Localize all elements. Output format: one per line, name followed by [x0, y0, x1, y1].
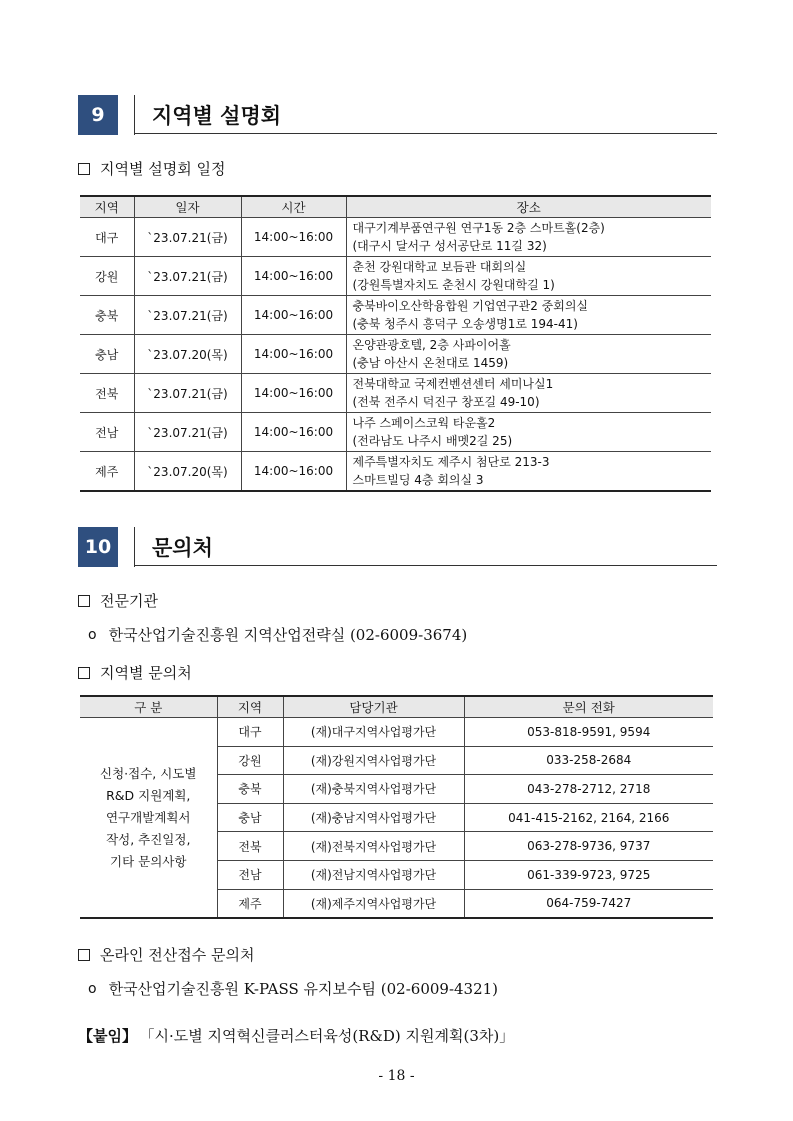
section-underline — [134, 133, 717, 134]
cell-organization: (재)전남지역사업평가단 — [283, 860, 464, 889]
bullet-text: 한국산업기술진흥원 지역산업전략실 (02-6009-3674) — [108, 626, 468, 644]
place-line-2: (전라남도 나주시 배멧2길 25) — [352, 434, 513, 448]
cell-time: 14:00~16:00 — [241, 218, 346, 257]
table-row — [80, 452, 711, 492]
place-line-2: (강원특별자치도 춘천시 강원대학길 1) — [352, 278, 555, 292]
place-line-2: (충남 아산시 온천대로 1459) — [352, 356, 509, 370]
section-number-box: 9 — [78, 95, 118, 135]
table-row — [80, 413, 711, 452]
cell-organization: (재)제주지역사업평가단 — [283, 889, 464, 918]
subheading-regional-contacts — [78, 662, 192, 683]
category-line: 신청·접수, 시도별 — [100, 765, 197, 781]
cell-place — [346, 374, 711, 413]
cell-region: 전북 — [217, 832, 283, 861]
cell-phone: 033-258-2684 — [464, 746, 713, 775]
table-row — [80, 296, 711, 335]
cell-region: 전북 — [80, 374, 134, 413]
place-line-1: 온양관광호텔, 2층 사파이어홀 — [352, 338, 511, 352]
cell-region: 제주 — [217, 889, 283, 918]
place-line-2: (전북 전주시 덕진구 창포길 49-10) — [352, 395, 540, 409]
cell-region: 강원 — [217, 746, 283, 775]
section-10-header — [78, 527, 717, 567]
place-line-1: 나주 스페이스코웍 타운홀2 — [352, 416, 496, 430]
place-line-2: (대구시 달서구 성서공단로 11길 32) — [352, 239, 547, 253]
cell-region: 충북 — [217, 775, 283, 804]
place-line-2: 스마트빌딩 4층 회의실 3 — [352, 473, 484, 487]
place-line-1: 전북대학교 국제컨벤션센터 세미나실1 — [352, 377, 554, 391]
bullet-agency — [88, 624, 467, 645]
cell-region: 전남 — [80, 413, 134, 452]
cell-organization: (재)충북지역사업평가단 — [283, 775, 464, 804]
subheading-schedule — [78, 158, 225, 179]
cell-organization: (재)대구지역사업평가단 — [283, 718, 464, 747]
cell-region: 충남 — [217, 803, 283, 832]
section-title: 문의처 — [152, 536, 213, 560]
checkbox-square-icon — [78, 163, 90, 175]
table-row — [80, 718, 713, 747]
cell-date: `23.07.21(금) — [134, 257, 241, 296]
attachment-note — [78, 1025, 514, 1046]
cell-time: 14:00~16:00 — [241, 296, 346, 335]
subheading-agency — [78, 590, 158, 611]
header-place: 장소 — [346, 196, 711, 218]
cell-place — [346, 413, 711, 452]
section-divider — [134, 95, 135, 135]
subheading-online-contact — [78, 944, 254, 965]
section-underline — [134, 565, 717, 566]
cell-time: 14:00~16:00 — [241, 413, 346, 452]
cell-date: `23.07.21(금) — [134, 413, 241, 452]
page-number: - 18 - — [378, 1068, 415, 1084]
header-organization: 담당기관 — [283, 696, 464, 718]
cell-date: `23.07.21(금) — [134, 296, 241, 335]
cell-region: 대구 — [80, 218, 134, 257]
cell-organization: (재)강원지역사업평가단 — [283, 746, 464, 775]
cell-organization: (재)충남지역사업평가단 — [283, 803, 464, 832]
cell-region: 제주 — [80, 452, 134, 492]
cell-organization: (재)전북지역사업평가단 — [283, 832, 464, 861]
schedule-table — [80, 195, 711, 492]
section-title: 지역별 설명회 — [152, 104, 282, 128]
cell-phone: 043-278-2712, 2718 — [464, 775, 713, 804]
cell-region: 충북 — [80, 296, 134, 335]
header-date: 일자 — [134, 196, 241, 218]
cell-place — [346, 335, 711, 374]
header-category: 구 분 — [80, 696, 217, 718]
cell-date: `23.07.21(금) — [134, 374, 241, 413]
category-line: 기타 문의사항 — [110, 853, 187, 869]
subheading-text: 지역별 설명회 일정 — [100, 160, 226, 178]
table-row — [80, 218, 711, 257]
table-header-row — [80, 696, 713, 718]
table-row — [80, 257, 711, 296]
cell-place — [346, 296, 711, 335]
category-line: R&D 지원계획, — [106, 787, 191, 803]
cell-region: 강원 — [80, 257, 134, 296]
checkbox-square-icon — [78, 949, 90, 961]
subheading-text: 온라인 전산접수 문의처 — [100, 946, 255, 964]
cell-time: 14:00~16:00 — [241, 335, 346, 374]
bullet-circle-icon: o — [88, 980, 97, 997]
header-time: 시간 — [241, 196, 346, 218]
category-line: 작성, 추진일정, — [106, 831, 191, 847]
cell-place — [346, 218, 711, 257]
cell-time: 14:00~16:00 — [241, 257, 346, 296]
cell-time: 14:00~16:00 — [241, 374, 346, 413]
attachment-text: 「시·도별 지역혁신클러스터육성(R&D) 지원계획(3차)」 — [146, 1027, 515, 1045]
place-line-2: (충북 청주시 흥덕구 오송생명1로 194-41) — [352, 317, 578, 331]
cell-phone: 061-339-9723, 9725 — [464, 860, 713, 889]
cell-place — [346, 257, 711, 296]
header-region: 지역 — [80, 196, 134, 218]
cell-date: `23.07.20(목) — [134, 335, 241, 374]
place-line-1: 춘천 강원대학교 보듬관 대회의실 — [352, 260, 527, 274]
place-line-1: 충북바이오산학융합원 기업연구관2 중회의실 — [352, 299, 589, 313]
cell-date: `23.07.20(목) — [134, 452, 241, 492]
section-divider — [134, 527, 135, 567]
subheading-text: 전문기관 — [100, 592, 158, 610]
contact-table — [80, 695, 713, 919]
bullet-online-contact — [88, 978, 498, 999]
bullet-circle-icon: o — [88, 626, 97, 643]
cell-place — [346, 452, 711, 492]
cell-phone: 041-415-2162, 2164, 2166 — [464, 803, 713, 832]
checkbox-square-icon — [78, 595, 90, 607]
section-number-box: 10 — [78, 527, 118, 567]
cell-date: `23.07.21(금) — [134, 218, 241, 257]
table-row — [80, 374, 711, 413]
cell-phone: 063-278-9736, 9737 — [464, 832, 713, 861]
attachment-label: 【붙임】 — [78, 1027, 137, 1045]
cell-time: 14:00~16:00 — [241, 452, 346, 492]
table-row — [80, 335, 711, 374]
subheading-text: 지역별 문의처 — [100, 664, 192, 682]
header-phone: 문의 전화 — [464, 696, 713, 718]
category-line: 연구개발계획서 — [105, 809, 191, 825]
cell-region: 충남 — [80, 335, 134, 374]
cell-region: 대구 — [217, 718, 283, 747]
cell-phone: 064-759-7427 — [464, 889, 713, 918]
cell-phone: 053-818-9591, 9594 — [464, 718, 713, 747]
table-header-row — [80, 196, 711, 218]
checkbox-square-icon — [78, 667, 90, 679]
cell-region: 전남 — [217, 860, 283, 889]
place-line-1: 대구기계부품연구원 연구1동 2층 스마트홀(2층) — [352, 221, 605, 235]
section-9-header — [78, 95, 717, 135]
cell-category — [80, 718, 217, 919]
bullet-text: 한국산업기술진흥원 K-PASS 유지보수팀 (02-6009-4321) — [108, 980, 499, 998]
header-region: 지역 — [217, 696, 283, 718]
place-line-1: 제주특별자치도 제주시 첨단로 213-3 — [352, 455, 550, 469]
